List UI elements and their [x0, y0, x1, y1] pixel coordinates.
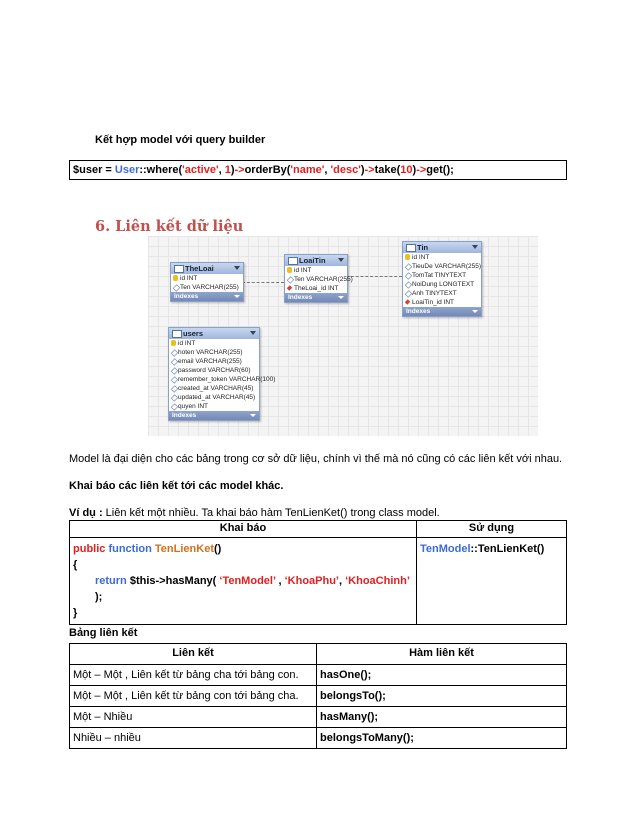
footer-label: Indexes	[172, 412, 197, 419]
expand-icon	[338, 296, 344, 299]
er-diagram	[148, 236, 538, 436]
column-name: id INT	[178, 340, 196, 347]
column-row	[169, 384, 259, 393]
table-title: users	[183, 329, 204, 338]
relation-line	[346, 276, 402, 277]
code-punct: ()	[213, 543, 222, 555]
column-row	[169, 375, 276, 384]
table-icon	[174, 265, 184, 273]
column-row	[403, 271, 481, 280]
relations-table	[69, 643, 567, 749]
column-name: TheLoai_id INT	[294, 285, 339, 292]
indexes-footer	[169, 411, 259, 420]
column-name: id INT	[412, 254, 430, 261]
code-punct: ,	[218, 164, 225, 176]
column-row	[285, 266, 347, 275]
column-name: created_at VARCHAR(45)	[178, 385, 254, 392]
table-row	[70, 707, 567, 728]
table-header	[403, 242, 481, 253]
column-row	[169, 393, 259, 402]
table-icon	[406, 244, 416, 252]
table-row	[70, 538, 567, 625]
declaration-cell	[70, 538, 417, 625]
column-row	[285, 284, 347, 293]
column-name: Ten VARCHAR(255)	[294, 276, 353, 283]
column-row	[169, 339, 259, 348]
code-number: 10	[400, 164, 413, 176]
column-name: remember_token VARCHAR(100)	[178, 376, 276, 383]
column-header: Sử dụng	[417, 521, 567, 538]
code-string: 'desc'	[330, 164, 361, 176]
function-cell: hasMany();	[317, 707, 567, 728]
code-string: 'name'	[290, 164, 325, 176]
indexes-footer	[285, 293, 347, 302]
column-name: LoaiTin_id INT	[412, 299, 455, 306]
code-number: 1	[224, 164, 231, 176]
code-var: $user =	[73, 164, 115, 176]
footer-label: Indexes	[288, 294, 313, 301]
table-icon	[172, 330, 182, 338]
table-title: LoaiTin	[299, 256, 326, 265]
relation-cell: Một – Một , Liên kết từ bảng cha tới bảng con.	[70, 665, 317, 686]
code-punct: ,	[275, 575, 285, 587]
section-heading: 6. Liên kết dữ liệu	[95, 218, 244, 235]
column-name: id INT	[294, 267, 312, 274]
collapse-icon	[472, 245, 478, 249]
example-label: Ví dụ :	[69, 507, 103, 519]
code-function-name: TenLienKet	[154, 543, 214, 555]
table-header-row	[70, 644, 567, 665]
code-arrow: ->	[416, 164, 427, 176]
code-keyword: public	[73, 543, 106, 555]
code-signature	[73, 541, 413, 557]
column-name: hoten VARCHAR(255)	[178, 349, 243, 356]
table-title: TheLoai	[185, 264, 214, 273]
code-punct: )	[412, 164, 417, 176]
key-icon	[171, 340, 176, 346]
code-keyword: function	[108, 543, 152, 555]
collapse-icon	[338, 258, 344, 262]
column-name: quyen INT	[178, 403, 208, 410]
code-string: ‘KhoaChinh’	[345, 575, 410, 587]
declaration-table	[69, 520, 567, 625]
table-row	[70, 686, 567, 707]
column-name: updated_at VARCHAR(45)	[178, 394, 256, 401]
column-name: TomTat TINYTEXT	[412, 272, 467, 279]
function-cell: hasOne();	[317, 665, 567, 686]
code-method: get();	[426, 164, 454, 176]
code-text: $this->hasMany(	[126, 575, 220, 587]
table-row	[70, 728, 567, 749]
relation-cell: Nhiều – nhiều	[70, 728, 317, 749]
key-icon	[405, 254, 410, 260]
indexes-footer	[171, 292, 243, 301]
code-method: take(	[374, 164, 401, 176]
code-punct: );	[95, 591, 103, 603]
paragraph-model-desc: Model là đại diện cho các bảng trong cơ sở dữ liệu, chính vì thế mà nó cũng có các liên kết với nhau.	[69, 453, 563, 465]
code-keyword: return	[95, 575, 127, 587]
key-icon	[287, 267, 292, 273]
code-arrow: ->	[234, 164, 245, 176]
code-punct: ,	[324, 164, 331, 176]
usage-model: TenModel	[420, 543, 471, 555]
column-row	[169, 366, 259, 375]
relation-cell: Một – Nhiều	[70, 707, 317, 728]
code-punct: ,	[338, 575, 346, 587]
code-punct: )	[230, 164, 235, 176]
example-line	[69, 507, 440, 519]
footer-label: Indexes	[406, 308, 431, 315]
function-cell: belongsTo();	[317, 686, 567, 707]
key-icon	[173, 275, 178, 281]
function-cell: belongsToMany();	[317, 728, 567, 749]
table-header	[169, 328, 259, 339]
usage-call: ::TenLienKet()	[470, 543, 545, 555]
column-row	[403, 298, 481, 307]
code-class: User	[114, 164, 140, 176]
expand-icon	[472, 310, 478, 313]
expand-icon	[234, 295, 240, 298]
column-row	[403, 289, 481, 298]
code-method: ::where(	[139, 164, 183, 176]
expand-icon	[250, 414, 256, 417]
column-row	[403, 262, 481, 271]
relation-cell: Một – Một , Liên kết từ bảng con tới bảng cha.	[70, 686, 317, 707]
column-row	[403, 280, 481, 289]
column-row	[403, 253, 481, 262]
column-name: Ten VARCHAR(255)	[180, 284, 239, 291]
table-title: Tin	[417, 243, 429, 252]
column-header: Hàm liên kết	[317, 644, 567, 665]
usage-cell	[417, 538, 567, 625]
code-method: orderBy(	[244, 164, 291, 176]
column-name: TieuDe VARCHAR(255)	[412, 263, 481, 270]
table-header	[285, 255, 347, 266]
section-intro: Kết hợp model với query builder	[95, 134, 266, 146]
table-header-row	[70, 521, 567, 538]
column-row	[171, 274, 243, 283]
code-brace: }	[73, 607, 78, 619]
column-header: Khai báo	[70, 521, 417, 538]
table-users	[168, 327, 276, 421]
column-name: NoiDung LONGTEXT	[412, 281, 475, 288]
foreign-key-icon	[287, 285, 292, 290]
example-text: Liên kết một nhiều. Ta khai báo hàm TenLienKet() trong class model.	[102, 507, 440, 519]
indexes-footer	[403, 307, 481, 316]
foreign-key-icon	[405, 299, 410, 304]
relations-table-title: Bảng liên kết	[69, 627, 138, 639]
code-punct: )	[360, 164, 365, 176]
code-return-line	[73, 573, 413, 605]
footer-label: Indexes	[174, 293, 199, 300]
relation-line	[242, 282, 284, 283]
collapse-icon	[234, 266, 240, 270]
code-brace: {	[73, 559, 78, 571]
column-name: password VARCHAR(60)	[178, 367, 251, 374]
code-line	[69, 160, 567, 180]
column-header: Liên kết	[70, 644, 317, 665]
column-row	[171, 283, 243, 292]
table-icon	[288, 257, 298, 265]
column-row	[169, 348, 259, 357]
collapse-icon	[250, 331, 256, 335]
code-string: ‘KhoaPhu’	[284, 575, 339, 587]
paragraph-declare: Khai báo các liên kết tới các model khác.	[69, 480, 284, 492]
column-name: email VARCHAR(255)	[178, 358, 242, 365]
table-header	[171, 263, 243, 274]
column-name: Anh TINYTEXT	[412, 290, 457, 297]
table-row	[70, 665, 567, 686]
code-string: 'active'	[182, 164, 219, 176]
column-name: id INT	[180, 275, 198, 282]
column-row	[169, 357, 259, 366]
column-row	[285, 275, 353, 284]
table-loaitin	[284, 254, 353, 303]
code-string: ‘TenModel’	[219, 575, 276, 587]
table-theloai	[170, 262, 244, 302]
code-arrow: ->	[364, 164, 375, 176]
table-tin	[402, 241, 482, 317]
column-row	[169, 402, 259, 411]
